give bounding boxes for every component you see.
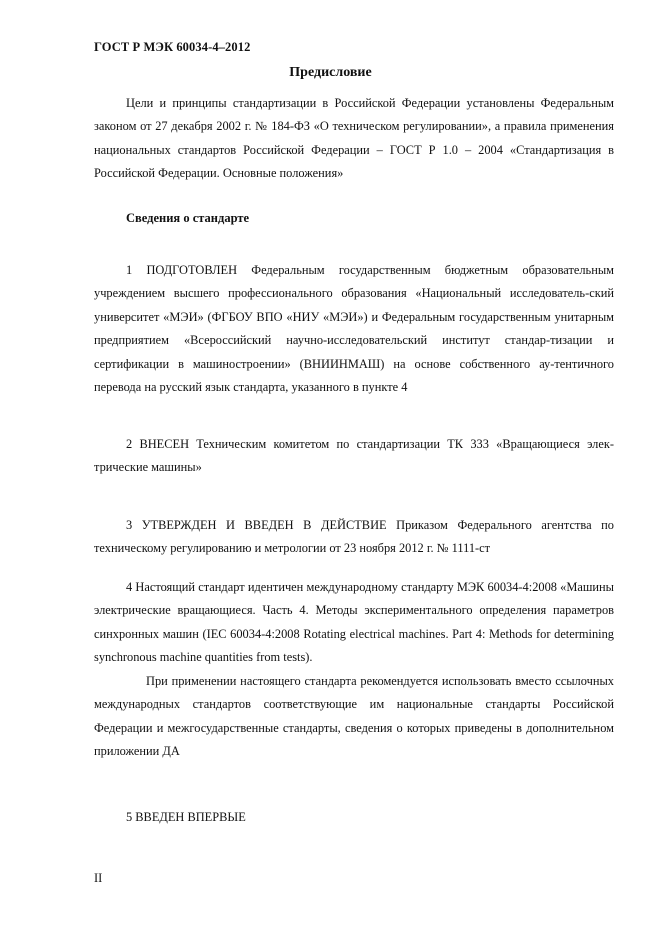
page-title: Предисловие (289, 65, 372, 80)
item-1-paragraph: 1 ПОДГОТОВЛЕН Федеральным государственным бюджетным образовательным учреждением высшего профессионального образования «Национальный исследователь-ский университет «МЭИ» (ФГБОУ ВПО «НИУ «МЭИ») и Федеральным государственным унитарным предприятием «Всероссийский научно-исследовательский институт стандар-тизации и сертификации в машиностроении» (ВНИИНМАШ) на основе собственного ау-тентичного перевода на русский язык стандарта, указанного в пункте 4 (94, 263, 614, 395)
item-4-note-paragraph: При применении настоящего стандарта рекомендуется использовать вместо ссылочных международных стандартов соответствующие им национальные стандарты Российской Федерации и межгосударственные стандарты, сведения о которых приведены в дополнительном приложении ДА (94, 674, 614, 759)
page-number: II (94, 871, 103, 885)
item-2-paragraph: 2 ВНЕСЕН Техническим комитетом по стандартизации ТК 333 «Вращающиеся элек-трические машины» (94, 437, 614, 475)
section-subheading: Сведения о стандарте (126, 211, 250, 225)
item-5-paragraph: 5 ВВЕДЕН ВПЕРВЫЕ (126, 810, 246, 824)
intro-paragraph: Цели и принципы стандартизации в Российской Федерации установлены Федеральным законом от 27 декабря 2002 г. № 184-ФЗ «О техническом регулировании», а правила применения национальных стандартов Российской Федерации – ГОСТ Р 1.0 – 2004 «Стандартизация в Российской Федерации. Основные положения» (94, 96, 614, 181)
item-4-paragraph: 4 Настоящий стандарт идентичен международному стандарту МЭК 60034-4:2008 «Машины электрические вращающиеся. Часть 4. Методы экспериментального определения параметров синхронных машин (IEC 60034-4:2008 Rotating electrical machines. Part 4: Methods for determining synchronous machine quantities from tests). (94, 580, 614, 665)
item-3-paragraph: 3 УТВЕРЖДЕН И ВВЕДЕН В ДЕЙСТВИЕ Приказом Федерального агентства по техническому регулированию и метрологии от 23 ноября 2012 г. № 1111-ст (94, 518, 614, 556)
document-header: ГОСТ Р МЭК 60034-4–2012 (94, 40, 251, 54)
